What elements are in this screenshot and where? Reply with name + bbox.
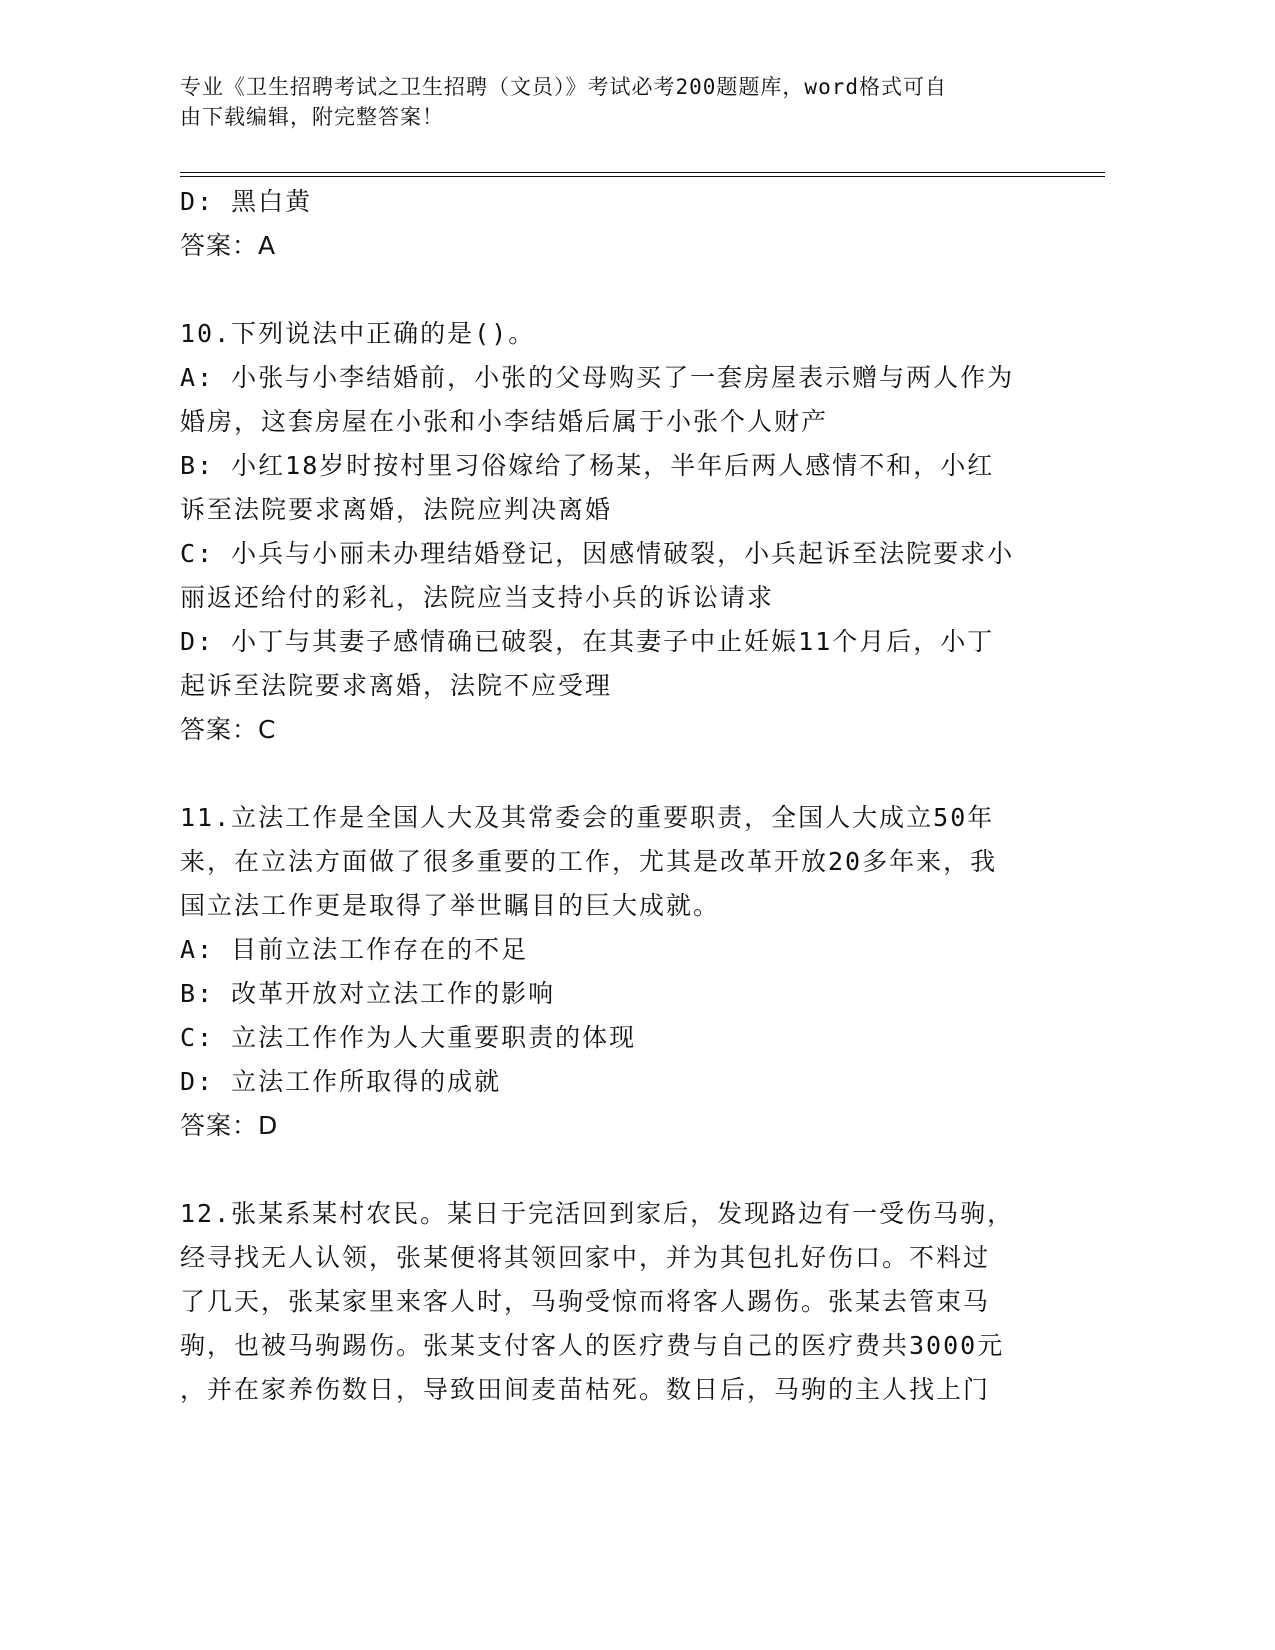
spacer xyxy=(180,1148,1040,1192)
spacer xyxy=(180,752,1040,796)
question-content xyxy=(180,180,1040,1412)
q11-option-b: B: 改革开放对立法工作的影响 xyxy=(180,979,556,1008)
q10-option-c-cont: 丽返还给付的彩礼，法院应当支持小兵的诉讼请求 xyxy=(180,583,775,612)
header-line-2: 由下载编辑，附完整答案！ xyxy=(180,105,444,129)
q11-stem-cont: 来，在立法方面做了很多重要的工作，尤其是改革开放20多年来，我 xyxy=(180,847,998,876)
q11-stem: 11.立法工作是全国人大及其常委会的重要职责，全国人大成立50年 xyxy=(180,803,995,832)
spacer xyxy=(180,268,1040,312)
q10-option-b-cont: 诉至法院要求离婚，法院应判决离婚 xyxy=(180,495,613,524)
q11-answer: 答案：D xyxy=(180,1111,279,1140)
header-line-1: 专业《卫生招聘考试之卫生招聘（文员）》考试必考200题题库，word格式可自 xyxy=(180,75,947,99)
q10-answer: 答案：C xyxy=(180,715,277,744)
q10-option-b: B: 小红18岁时按村里习俗嫁给了杨某，半年后两人感情不和，小红 xyxy=(180,451,995,480)
q11-stem-cont: 国立法工作更是取得了举世瞩目的巨大成就。 xyxy=(180,891,721,920)
header-divider-bottom xyxy=(180,176,1105,177)
q10-option-a-cont: 婚房，这套房屋在小张和小李结婚后属于小张个人财产 xyxy=(180,407,829,436)
q10-option-d: D: 小丁与其妻子感情确已破裂，在其妻子中止妊娠11个月后，小丁 xyxy=(180,627,995,656)
q11-option-d: D: 立法工作所取得的成就 xyxy=(180,1067,502,1096)
q12-stem-cont: 经寻找无人认领，张某便将其领回家中，并为其包扎好伤口。不料过 xyxy=(180,1243,991,1272)
q11-option-c: C: 立法工作作为人大重要职责的体现 xyxy=(180,1023,637,1052)
q10-stem: 10.下列说法中正确的是()。 xyxy=(180,319,536,348)
q9-option-d: D: 黑白黄 xyxy=(180,187,313,216)
q9-answer: 答案：A xyxy=(180,231,277,260)
header-divider-top xyxy=(180,172,1105,173)
q11-option-a: A: 目前立法工作存在的不足 xyxy=(180,935,529,964)
q12-stem-cont: 驹，也被马驹踢伤。张某支付客人的医疗费与自己的医疗费共3000元 xyxy=(180,1331,1005,1360)
q10-option-d-cont: 起诉至法院要求离婚，法院不应受理 xyxy=(180,671,613,700)
q10-option-c: C: 小兵与小丽未办理结婚登记，因感情破裂，小兵起诉至法院要求小 xyxy=(180,539,1015,568)
q12-stem-cont: 了几天，张某家里来客人时，马驹受惊而将客人踢伤。张某去管束马 xyxy=(180,1287,991,1316)
q10-option-a: A: 小张与小李结婚前，小张的父母购买了一套房屋表示赠与两人作为 xyxy=(180,363,1015,392)
q12-stem-cont: ，并在家养伤数日，导致田间麦苗枯死。数日后，马驹的主人找上门 xyxy=(180,1375,991,1404)
q12-stem: 12.张某系某村农民。某日于完活回到家后，发现路边有一受伤马驹， xyxy=(180,1199,1015,1228)
document-header xyxy=(180,72,1030,132)
